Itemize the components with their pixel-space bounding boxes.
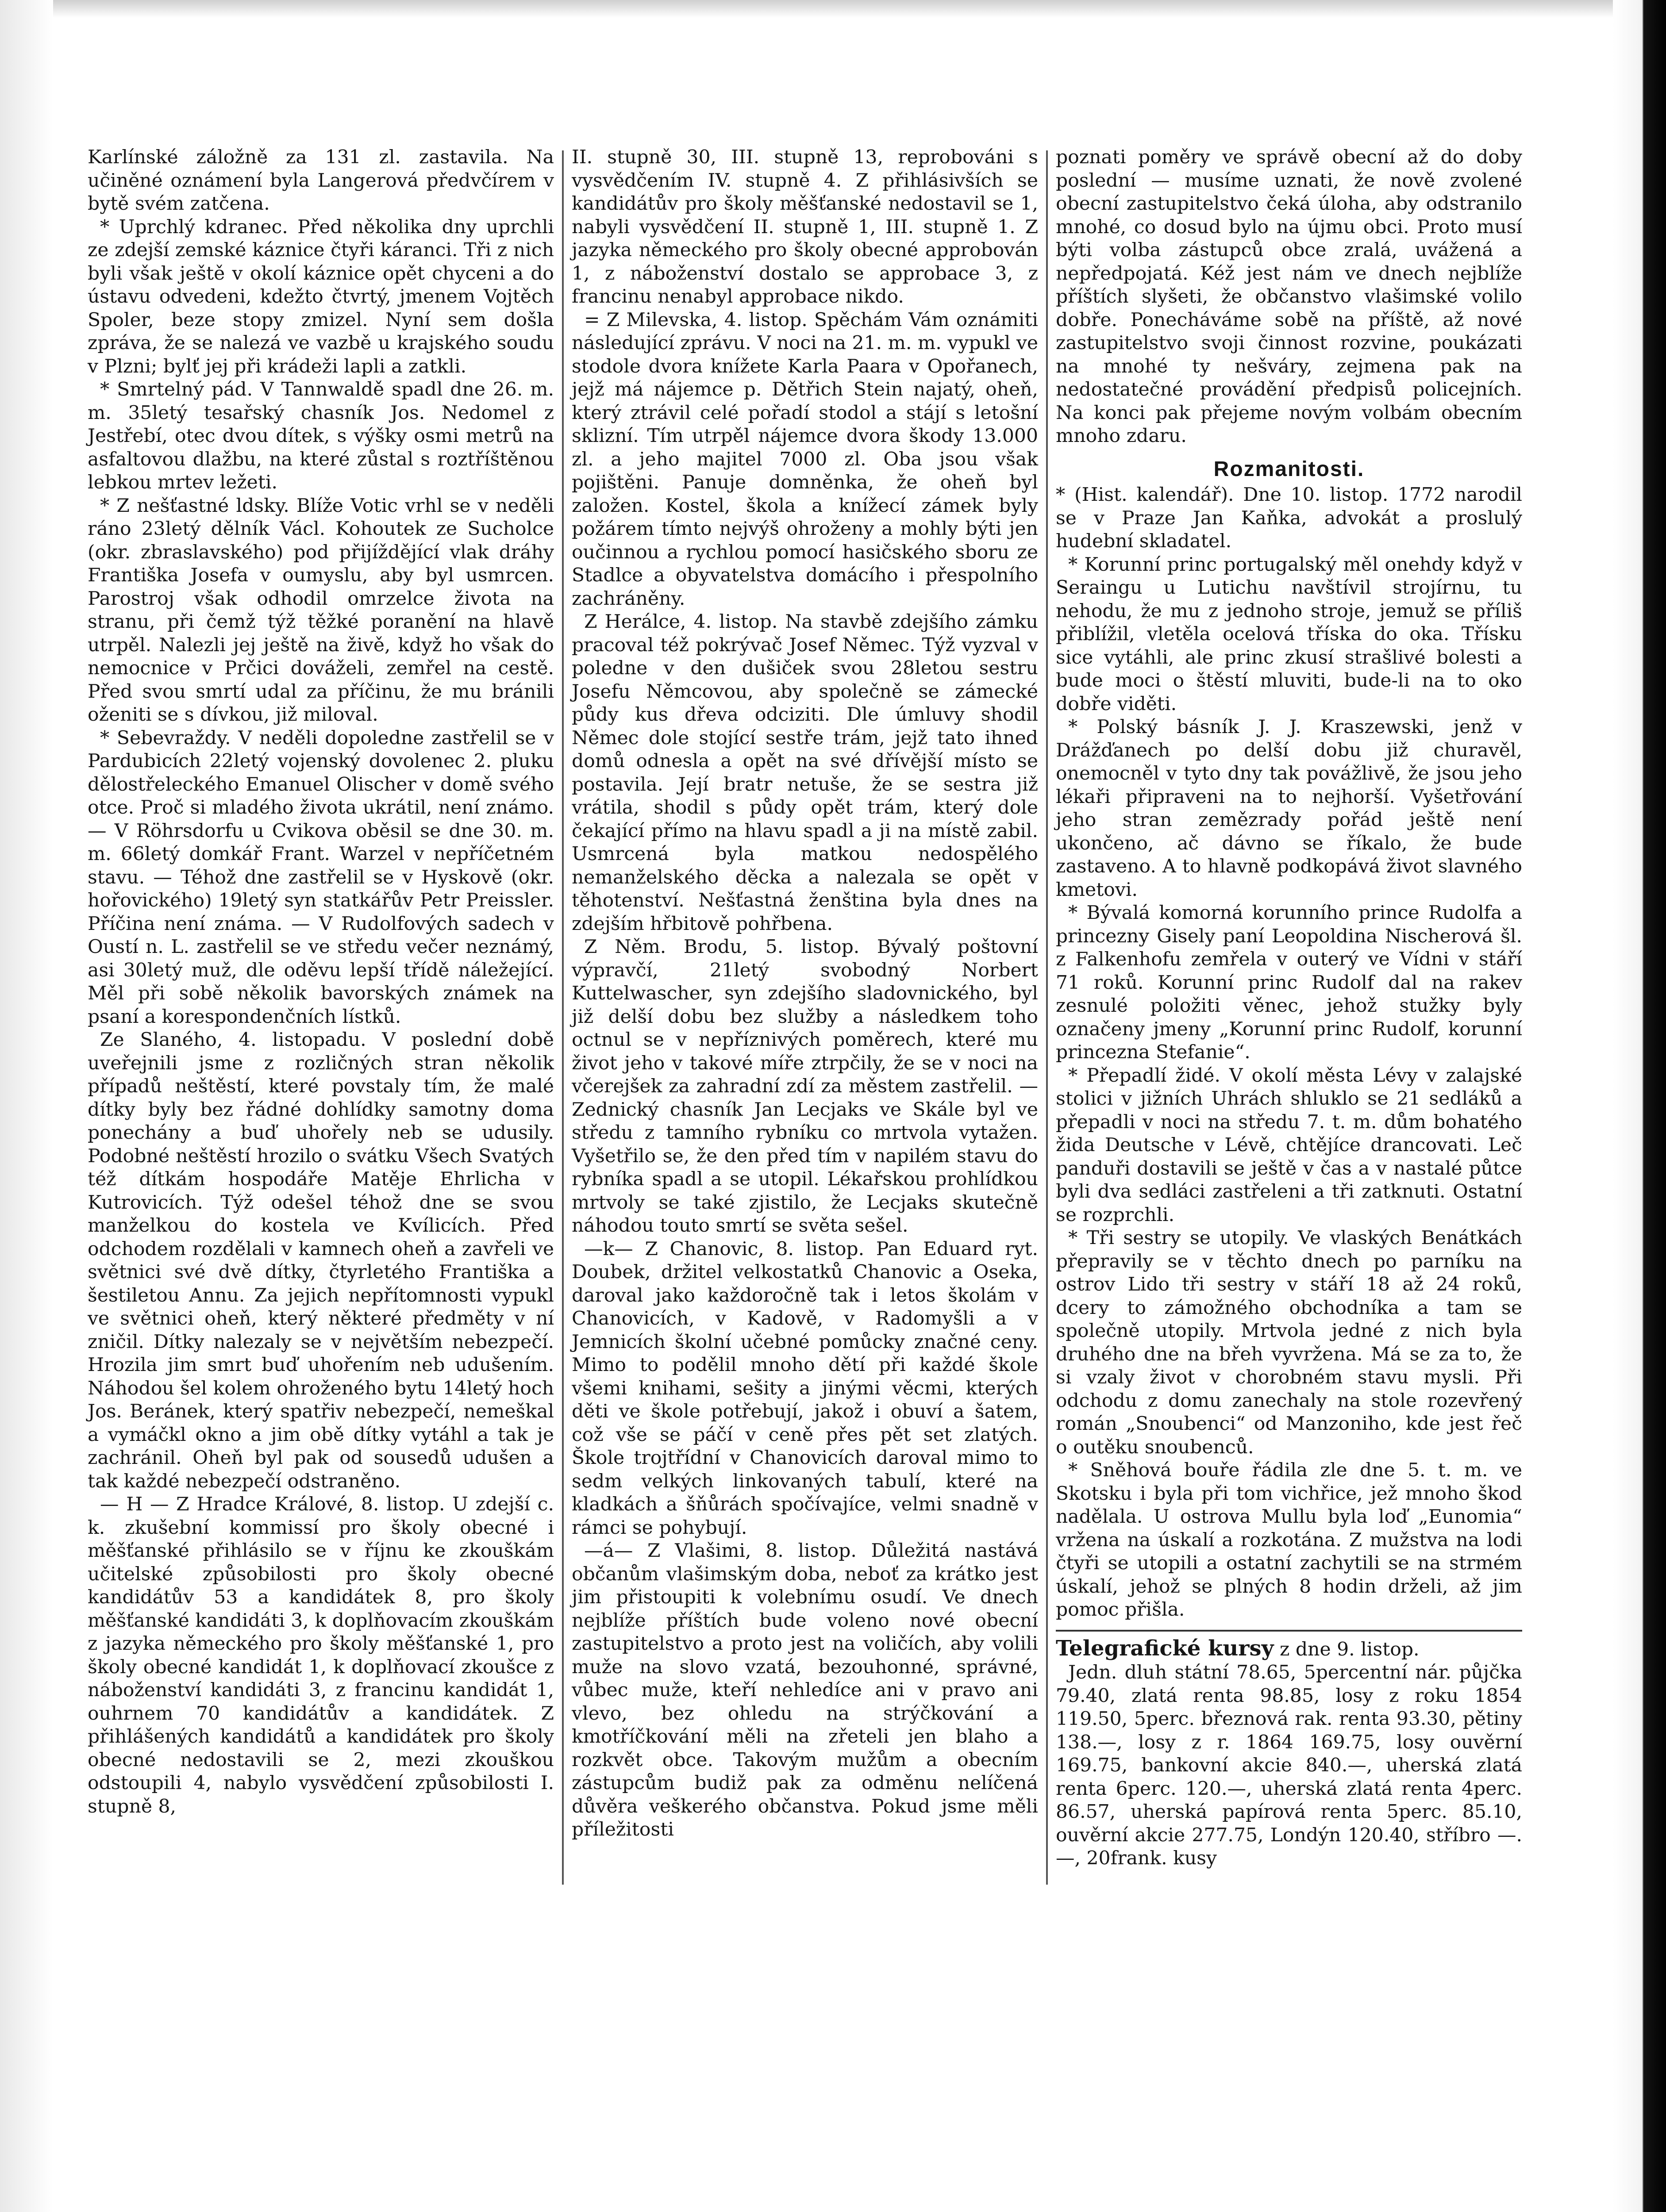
telegraph-heading xyxy=(1056,1637,1522,1662)
article-paragraph: Karlínské záložně za 131 zl. zastavila. Na učiněné oznámení byla Langerová předvčírem v bytě svém zatčena. xyxy=(88,146,554,215)
article-paragraph: —k— Z Chanovic, 8. listop. Pan Eduard ryt. Doubek, držitel velkostatků Chanovic a Oseka, daroval jako každoročně tak i letos školám v Chanovicích, v Kadově, v Radomyšli a v Jemnicích školní učebné pomůcky značné ceny. Mimo to podělil mnoho dětí při každé škole všemi knihami, sešity a jinými věcmi, kterých děti ve škole potřebují, jakož i obuví a šatem, což vše se páčí v ceně přes pět set zlatých. Škole trojtřídní v Chanovicích daroval mimo to sedm velkých linkovaných tabulí, které na kladkách a šňůrách spočívajíce, velmi snadně v rámci se pohybují. xyxy=(572,1238,1038,1539)
telegraph-title: Telegrafické kursy xyxy=(1056,1636,1274,1661)
newspaper-page xyxy=(80,146,1558,1916)
article-paragraph: — H — Z Hradce Králové, 8. listop. U zdejší c. k. zkušební kommissí pro školy obecné i měšťanské přihlásilo se v říjnu ke zkouškám učitelské způsobilosti pro školy obecné kandidátův 53 a kandidátek 8, pro školy měšťanské kandidáti 3, k doplňovacím zkouškám z jazyka německého pro školy měšťanské 1, pro školy obecné kandidát 1, k doplňovací zkoušce z náboženství kandidáti 3, z francinu kandidát 1, ouhrnem 70 kandidátův a kandidátek. Z přihlášených kandidátů a kandidátek pro školy obecné nedostavili se 2, mezi zkouškou odstoupili 4, nabylo vysvědčení způsobilosti I. stupně 8, xyxy=(88,1494,554,1817)
section-paragraph: * Polský básník J. J. Kraszewski, jenž v Drážďanech po delší dobu již churavěl, onemocněl v tyto dny tak povážlivě, že jsou jeho lékaři připraveni na to nejhorší. Vyšetřování jeho stran zemězrady pořád ještě není ukončeno, ač dávno se říkalo, že bude zastaveno. A to hlavně podkopává život slavného kmetovi. xyxy=(1056,716,1522,901)
article-paragraph: Ze Slaného, 4. listopadu. V poslední době uveřejnili jsme z rozličných stran několik případů neštěstí, které povstaly tím, že malé dítky byly bez řádné dohlídky samotny doma ponechány a buď uhořely neb se udusily. Podobné neštěstí hrozilo o svátku Všech Svatých též dítkám hospodáře Matěje Ehrlicha v Kutrovicích. Týž odešel téhož dne se svou manželkou do kostela ve Kvílicích. Před odchodem rozdělali v kamnech oheň a zavřeli ve světnici své dvě dítky, čtyrletého Františka a šestiletou Annu. Za jejich nepřítomnosti vypukl ve světnici oheň, který některé předměty v ní zničil. Dítky nalezaly se v největším nebezpečí. Hrozila jim smrt buď uhořením neb udušením. Náhodou šel kolem ohroženého bytu 14letý hoch Jos. Beránek, který spatřiv nebezpečí, nemeškal a vymáčkl okno a jim obě dítky vytáhl a tak je zachránil. Oheň byl pak od sousedů udušen a tak každé nebezpečí odstraněno. xyxy=(88,1029,554,1492)
telegraph-date: z dne 9. listop. xyxy=(1279,1638,1420,1660)
article-paragraph: * Z nešťastné ldsky. Blíže Votic vrhl se v neděli ráno 23letý dělník Václ. Kohoutek ze Sucholce (okr. zbraslavského) pod přijíždějící vlak dráhy Františka Josefa v oumyslu, aby byl usmrcen. Parostroj však odhodil omrzelce života na stranu, při čemž týž těžké poranění na hlavě utrpěl. Nalezli jej ještě na živě, když ho však do nemocnice v Prčici dováželi, zemřel na cestě. Před svou smrtí udal za příčinu, že mu bránili oženiti se s dívkou, již miloval. xyxy=(88,495,554,726)
section-paragraph: * Tři sestry se utopily. Ve vlaských Benátkách přepravily se v těchto dnech po parníku na ostrov Lido tři sestry v stáří 18 až 24 roků, dcery to zámožného obchodníka a tam se společně utopily. Mrtvola jedné z nich byla druhého dne na břeh vyvržena. Má se za to, že si vzaly život v chorobném stavu mysli. Při odchodu z domu zanechaly na stole rozevřený román „Snoubenci“ od Manzoniho, kde jest řeč o outěku snoubenců. xyxy=(1056,1227,1522,1458)
section-paragraph: * Bývalá komorná korunního prince Rudolfa a princezny Gisely paní Leopoldina Nischerová šl. z Falkenhofu zemřela v outerý ve Vídni v stáří 71 roků. Korunní princ Rudolf dal na rakev zesnulé položiti věnec, jehož stužky byly označeny jmeny „Korunní princ Rudolf, korunní princezna Stefanie“. xyxy=(1056,902,1522,1063)
section-paragraph: * (Hist. kalendář). Dne 10. listop. 1772 narodil se v Praze Jan Kaňka, advokát a proslulý hudební skladatel. xyxy=(1056,484,1522,552)
telegraph-rates: Jedn. dluh státní 78.65, 5percentní nár. půjčka 79.40, zlatá renta 98.85, losy z roku 1854 119.50, 5perc. březnová rak. renta 93.30, pětiny 138.—, losy z r. 1864 169.75, losy ouvěrní 169.75, bankovní akcie 840.—, uherská zlatá renta 6perc. 120.—, uherská zlatá renta 4perc. 86.57, uherská papírová renta 5perc. 85.10, ouvěrní akcie 277.75, Londýn 120.40, stříbro —.—, 20frank. kusy xyxy=(1056,1662,1522,1869)
article-paragraph: * Uprchlý kdranec. Před několika dny uprchli ze zdejší zemské káznice čtyři káranci. Tři z nich byli však ještě v okolí káznice opět chyceni a do ústavu odvedeni, kdežto čtvrtý, jmenem Vojtěch Spoler, beze stopy zmizel. Nyní sem došla zpráva, že se nalezá ve vazbě u krajského soudu v Plzni; bylť jej při krádeži lapli a zatkli. xyxy=(88,216,554,377)
article-paragraph: Z Něm. Brodu, 5. listop. Bývalý poštovní výpravčí, 21letý svobodný Norbert Kuttelwascher, syn zdejšího sladovnického, byl již delší dobu bez služby a následkem toho octnul se v nepříznivých poměrech, které mu život jeho v takové míře ztrpčily, že se v noci na včerejšek za zahradní zdí za městem zastřelil. — Zednický chasník Jan Lecjaks ve Skále byl ve středu z tamního rybníku co mrtvola vytažen. Vyšetřilo se, že den před tím v napilém stavu do rybníka spadl a se utopil. Lékařskou prohlídkou mrtvoly se také zjistilo, že Lecjaks skutečně náhodou touto smrtí se světa sešel. xyxy=(572,936,1038,1237)
scan-left-margin xyxy=(0,0,53,2212)
article-paragraph: * Smrtelný pád. V Tannwaldě spadl dne 26. m. m. 35letý tesařský chasník Jos. Nedomel z Jestřebí, otec dvou dítek, s výšky osmi metrů na asfaltovou dlažbu, na které zůstal s roztříštěnou lebkou mrtev ležeti. xyxy=(88,379,554,493)
column-2 xyxy=(564,146,1046,1916)
scan-top-edge xyxy=(0,0,1666,18)
column-1 xyxy=(80,146,562,1916)
article-paragraph: = Z Milevska, 4. listop. Spěchám Vám oznámiti následující zprávu. V noci na 21. m. m. vypukl ve stodole dvora knížete Karla Paara v Opořanech, jejž má nájemce p. Dětřich Stein najatý, oheň, který ztrávil celé pořadí stodol a stájí s letošní sklizní. Tím utrpěl nájemce dvora škody 13.000 zl. a jeho majitel 7000 zl. Oba jsou však pojištěni. Panuje domněnka, že oheň byl založen. Kostel, škola a knížecí zámek byly požárem tímto nejvýš ohroženy a mohly býti jen oučinnou a rychlou pomocí hasičského sboru ze Stadlce a obyvatelstva domácího i přespolního zachráněny. xyxy=(572,309,1038,610)
article-paragraph: —á— Z Vlašimi, 8. listop. Důležitá nastává občanům vlašimským doba, neboť za krátko jest jim přistoupiti k volebnímu osudí. Ve dnech nejblíže příštích bude voleno nové obecní zastupitelstvo a proto jest na voličích, aby volili muže na slovo vzatá, bezouhonné, správné, vůbec muže, kteří nehledíce ani v pravo ani vlevo, bez ohledu na strýčkování a kmotříčkování měli na zřeteli jen blaho a rozkvět obce. Takovým mužům a obecním zástupcům budiž pak za odměnu nelíčená důvěra veškerého občanstva. Pokud jsme měli příležitosti xyxy=(572,1540,1038,1840)
section-paragraph: * Korunní princ portugalský měl onehdy když v Seraingu u Lutichu navštívil strojírnu, tu nehodu, že mu z jednoho stroje, jemuž se příliš přiblížil, vletěla ocelová tříska do oka. Třísku sice vytáhli, ale princ zkusí strašlivé bolesti a bude moci o štěstí mluviti, bude-li na to oko dobře viděti. xyxy=(1056,553,1522,715)
section-separator xyxy=(1056,1630,1522,1632)
section-heading: Rozmanitosti. xyxy=(1213,457,1365,481)
scan-right-border xyxy=(1613,0,1666,2212)
column-3 xyxy=(1048,146,1530,1916)
section-paragraph: * Sněhová bouře řádila zle dne 5. t. m. ve Skotsku i byla při tom vichřice, jež mnoho škod nadělala. U ostrova Mullu byla loď „Eunomia“ vržena na úskalí a rozkotána. Z mužstva na lodi čtyři se utopili a ostatní zachytili se na strmém úskalí, jehož se plných 8 hodin drželi, až jim pomoc přišla. xyxy=(1056,1459,1522,1621)
article-paragraph: * Sebevraždy. V neděli dopoledne zastřelil se v Pardubicích 22letý vojenský dovolenec 2. pluku dělostřeleckého Emanuel Olischer v domě svého otce. Proč si mladého života ukrátil, není známo. — V Röhrsdorfu u Cvikova oběsil se dne 30. m. m. 66letý domkář Frant. Warzel v nepříčetném stavu. — Téhož dne zastřelil se v Hyskově (okr. hořovického) 19letý syn statkářův Petr Preissler. Příčina není známa. — V Rudolfových sadech v Oustí n. L. zastřelil se ve středu večer neznámý, asi 30letý muž, dle oděvu lepší třídě náležející. Měl při sobě několik bavorských známek na psaní a korespondenčních lístků. xyxy=(88,727,554,1028)
article-paragraph: poznati poměry ve správě obecní až do doby poslední — musíme uznati, že nově zvolené obecní zastupitelstvo čeká úloha, aby odstranilo mnohé, co dosud bylo na újmu obci. Proto musí býti volba zástupců obce zralá, uvážená a nepředpojatá. Kéž jest nám ve dnech nejblíže příštích slyšeti, že občanstvo vlašimské volilo dobře. Ponecháváme sobě na příště, až nové zastupitelstvo svoji činnost rozvine, poukázati na mnohé ty nešváry, zejmena pak na nedostatečné provádění předpisů policejních. Na konci pak přejeme novým volbám obecním mnoho zdaru. xyxy=(1056,146,1522,447)
article-paragraph: II. stupně 30, III. stupně 13, reprobováni s vysvědčením IV. stupně 4. Z přihlásivších se kandidátův pro školy měšťanské nedostavil se 1, nabyli vysvědčení II. stupně 1, III. stupně 1. Z jazyka německého pro školy obecné approbován 1, z náboženství dostalo se approbace 3, z francinu nenabyl approbace nikdo. xyxy=(572,146,1038,307)
article-paragraph: Z Herálce, 4. listop. Na stavbě zdejšího zámku pracoval též pokrývač Josef Němec. Týž vyzval v poledne v den dušiček svou 28letou sestru Josefu Němcovou, aby společně se zámecké půdy kus dřeva odciziti. Dle úmluvy shodil Němec dole stojící sestře trám, jejž tato ihned domů odnesla a opět na své dřívější místo se postavila. Její bratr netuše, že se sestra již vrátila, shodil s půdy opět trám, který dole čekající přímo na hlavu spadl a ji na místě zabil. Usmrcená byla matkou nedospělého nemanželského děcka a nalezala se opět v těhotenství. Nešťastná ženština byla dnes na zdejším hřbitově pohřbena. xyxy=(572,611,1038,935)
section-paragraph: * Přepadlí židé. V okolí města Lévy v zalajské stolici v jižních Uhrách shluklo se 21 sedláků a přepadli v noci na středu 7. t. m. dům bohatého žida Deutsche v Lévě, chtějíce drancovati. Leč panduři dostavili se ještě v čas a v nastalé půtce byli dva sedláci zastřeleni a tři zatknuti. Ostatní se rozprchli. xyxy=(1056,1064,1522,1226)
